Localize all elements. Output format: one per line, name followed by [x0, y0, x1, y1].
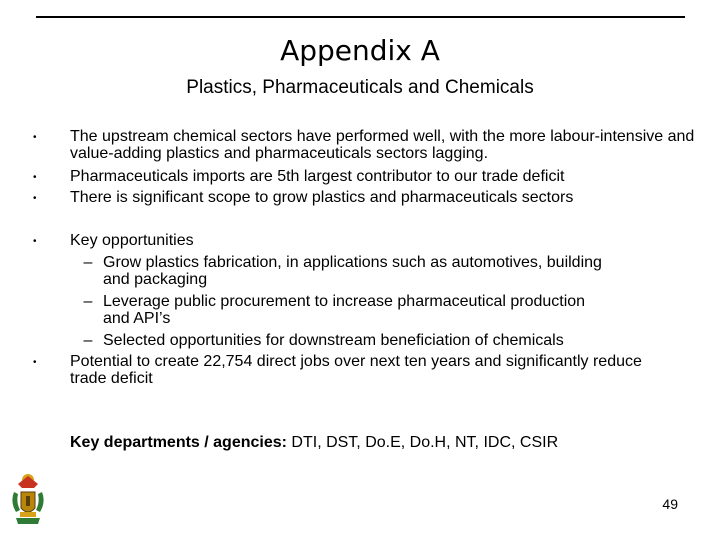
opportunity-item — [73, 254, 693, 288]
bullet-upstream-sectors: The upstream chemical sectors have performed well, with the more labour-intensive and value-adding plastics and pharmaceuticals sectors lagging. — [70, 128, 695, 162]
key-departments-value: DTI, DST, Do.E, Do.H, NT, IDC, CSIR — [286, 434, 559, 451]
key-departments — [70, 434, 700, 452]
bullet-job-potential: Potential to create 22,754 direct jobs over next ten years and significantly reduce trade deficit — [70, 353, 642, 387]
bullet-marker: • — [33, 193, 37, 204]
bullet-key-opportunities: Key opportunities — [70, 232, 194, 249]
bullet-marker: • — [33, 132, 37, 143]
bullet-growth-scope: There is significant scope to grow plastics and pharmaceuticals sectors — [70, 189, 574, 206]
opportunity-text: Selected opportunities for downstream beneficiation of chemicals — [103, 332, 564, 349]
bullet-marker: • — [33, 236, 37, 247]
opportunity-item — [73, 332, 693, 349]
slide-title: Appendix A — [280, 34, 440, 67]
dash-marker: – — [83, 254, 93, 271]
coat-of-arms-icon — [8, 472, 48, 530]
opportunity-text: Grow plastics fabrication, in applications such as automotives, building — [103, 254, 602, 271]
opportunity-text-continued: and packaging — [103, 271, 208, 288]
key-departments-label: Key departments / agencies: — [70, 434, 287, 451]
bullet-pharma-imports: Pharmaceuticals imports are 5th largest contributor to our trade deficit — [70, 168, 565, 185]
dash-marker: – — [83, 332, 93, 349]
bullet-marker: • — [33, 172, 37, 183]
bullet-marker: • — [33, 357, 37, 368]
page-number: 49 — [662, 496, 678, 512]
opportunity-text-continued: and API’s — [103, 310, 171, 327]
top-divider — [36, 16, 685, 18]
dash-marker: – — [83, 293, 93, 310]
opportunity-item — [73, 293, 693, 327]
opportunity-text: Leverage public procurement to increase pharmaceutical production — [103, 293, 586, 310]
slide-subtitle: Plastics, Pharmaceuticals and Chemicals — [186, 77, 534, 98]
